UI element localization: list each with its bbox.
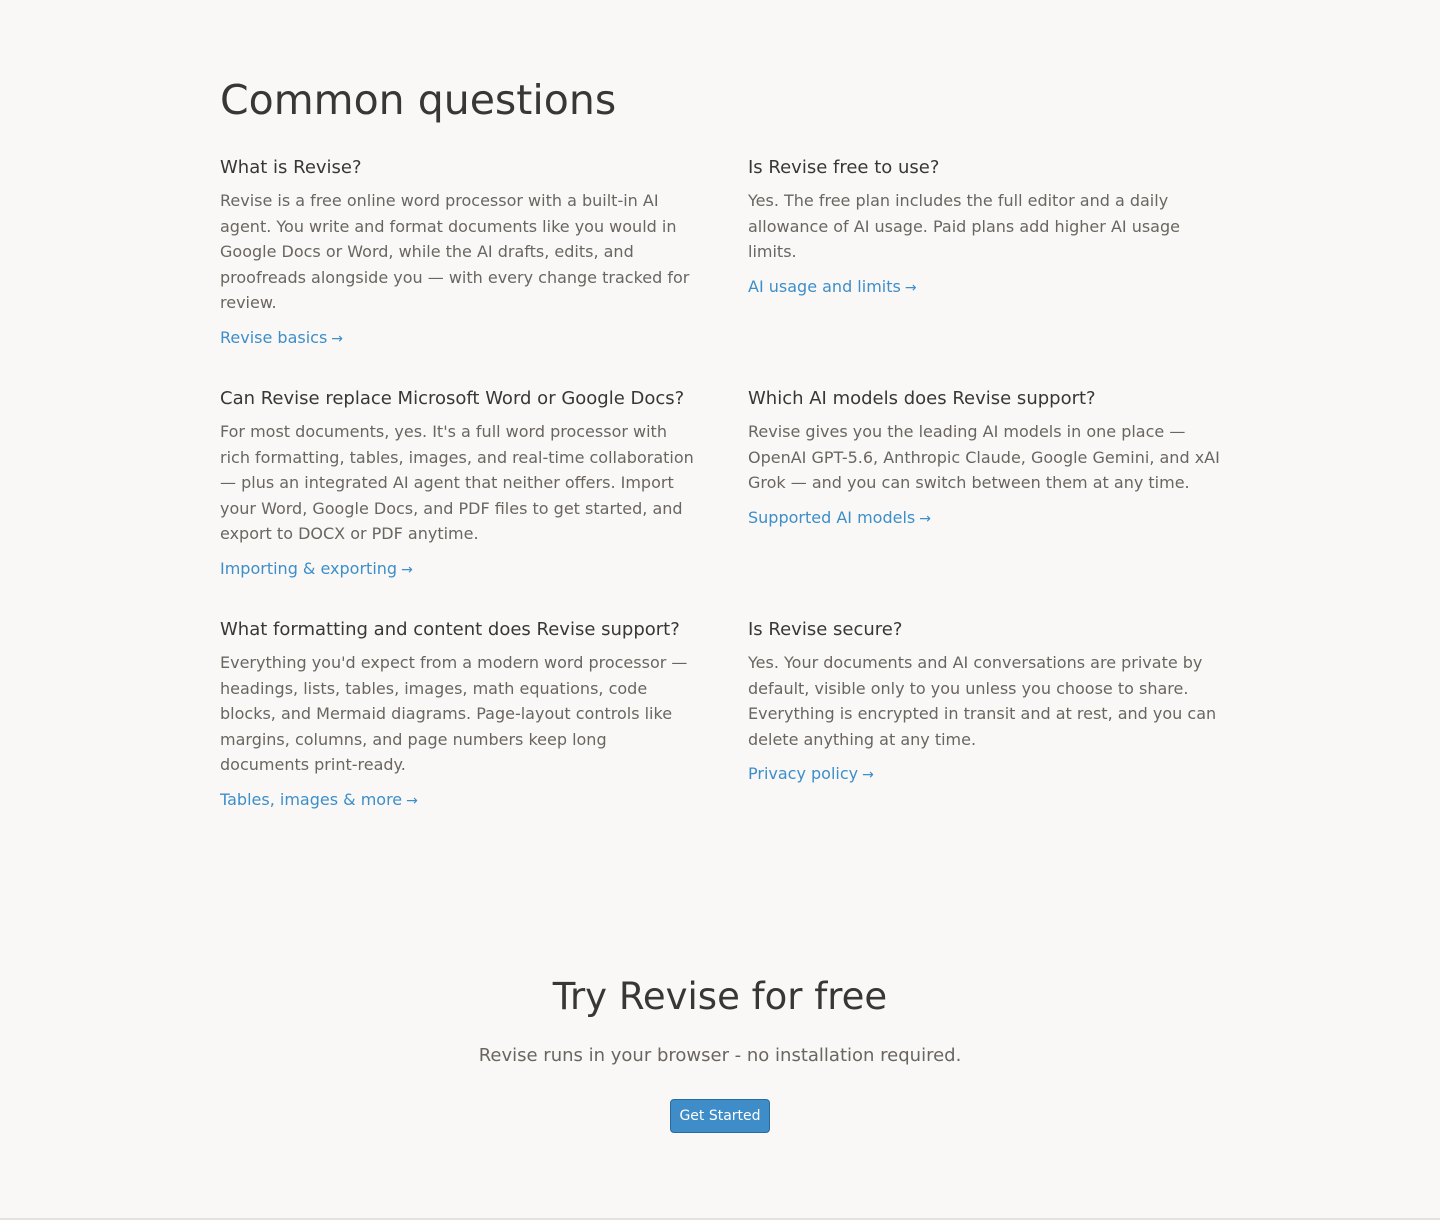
faq-answer: Everything you'd expect from a modern word processor — headings, lists, tables, images, math equations, code blocks, and Mermaid diagrams. Page-layout controls like margins, columns, and page numbers keep long documents print-ready. [220, 653, 688, 774]
faq-question: What formatting and content does Revise support? [220, 619, 680, 640]
arrow-right-icon: → [862, 767, 874, 783]
faq-item-formatting-content [220, 617, 695, 813]
arrow-right-icon: → [904, 279, 917, 296]
faq-answer: Yes. Your documents and AI conversations are private by default, visible only to you unless you choose to share. Everything is encrypted in transit and at rest, and you can delete anything at any time. [748, 653, 1217, 749]
faq-link-label: Importing & exporting [220, 558, 398, 578]
faq-item-what-is-revise [220, 155, 695, 351]
arrow-right-icon: → [331, 330, 344, 347]
faq-question: Is Revise free to use? [748, 157, 940, 178]
faq-item-ai-models [748, 386, 1223, 531]
cta-title: Try Revise for free [552, 975, 888, 1018]
faq-question: What is Revise? [220, 157, 362, 178]
faq-title: Common questions [220, 76, 617, 124]
faq-question: Is Revise secure? [748, 619, 903, 640]
arrow-right-icon: → [919, 510, 931, 527]
importing-exporting-link[interactable] [220, 557, 413, 582]
faq-link-label: AI usage and limits [748, 276, 901, 296]
faq-answer: For most documents, yes. It's a full word processor with rich formatting, tables, images, and real-time collaboration — plus an integrated AI agent that neither offers. Import your Word, Google Docs, and PDF files to get started, and export to DOCX or PDF anytime. [220, 422, 694, 543]
supported-ai-models-link[interactable] [748, 506, 931, 531]
privacy-policy-link[interactable] [748, 762, 874, 787]
faq-item-is-revise-secure [748, 617, 1223, 787]
faq-item-is-revise-free [748, 155, 1223, 300]
faq-item-replace-word-docs [220, 386, 695, 582]
faq-answer: Yes. The free plan includes the full editor and a daily allowance of AI usage. Paid plans add higher AI usage limits. [748, 191, 1180, 261]
tables-images-more-link[interactable] [220, 788, 418, 813]
faq-question: Which AI models does Revise support? [748, 388, 1096, 409]
revise-basics-link[interactable] [220, 326, 343, 351]
ai-usage-limits-link[interactable] [748, 275, 917, 300]
faq-link-label: Supported AI models [748, 507, 916, 527]
arrow-right-icon: → [401, 561, 413, 578]
arrow-right-icon: → [406, 792, 418, 809]
faq-link-label: Revise basics [220, 327, 328, 347]
faq-answer: Revise is a free online word processor with a built-in AI agent. You write and format documents like you would in Google Docs or Word, while the AI drafts, edits, and proofreads alongside you — with every change tracked for review. [220, 191, 690, 312]
faq-link-label: Privacy policy [748, 764, 859, 783]
get-started-button[interactable]: Get Started [670, 1099, 770, 1133]
cta-section [0, 970, 1440, 1133]
cta-subtitle: Revise runs in your browser - no installation required. [478, 1045, 962, 1066]
faq-question: Can Revise replace Microsoft Word or Google Docs? [220, 388, 685, 409]
faq-answer: Revise gives you the leading AI models in one place — OpenAI GPT-5.6, Anthropic Claude, Google Gemini, and xAI Grok — and you can switch between them at any time. [748, 422, 1220, 492]
faq-link-label: Tables, images & more [220, 789, 403, 809]
